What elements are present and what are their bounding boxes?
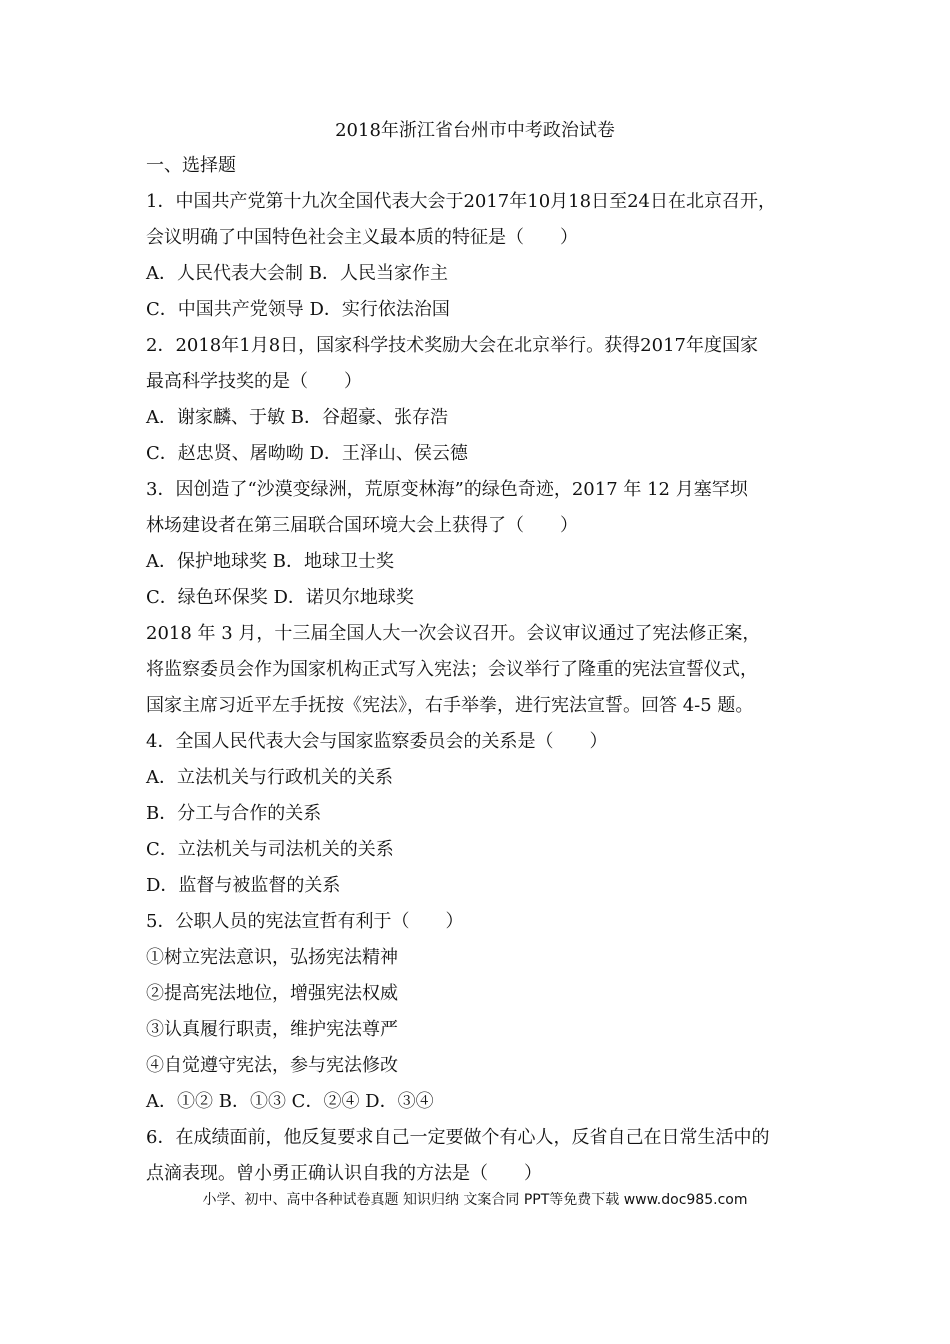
page-title: 2018年浙江省台州市中考政治试卷 (335, 120, 615, 141)
statement-line: ②提高宪法地位，增强宪法权威 (146, 983, 398, 1004)
option-line: C．中国共产党领导 D．实行依法治国 (146, 299, 450, 320)
question-line: 5．公职人员的宪法宣哲有利于（ ） (146, 911, 464, 932)
statement-line: ③认真履行职责，维护宪法尊严 (146, 1019, 398, 1040)
option-line: A．谢家麟、于敏 B．谷超豪、张存浩 (146, 407, 448, 428)
option-line: A．①② B．①③ C．②④ D．③④ (146, 1091, 434, 1112)
question-line: 2．2018年1月8日，国家科学技术奖励大会在北京举行。获得2017年度国家 (146, 335, 758, 356)
page-footer: 小学、初中、高中各种试卷真题 知识归纳 文案合同 PPT等免费下载 www.doc985.com (202, 1192, 748, 1208)
option-line: A．人民代表大会制 B．人民当家作主 (146, 263, 448, 284)
option-line: A．立法机关与行政机关的关系 (146, 767, 393, 788)
passage-line: 国家主席习近平左手抚按《宪法》，右手举拳，进行宪法宣誓。回答 4-5 题。 (146, 695, 754, 716)
question-line: 点滴表现。曾小勇正确认识自我的方法是（ ） (146, 1163, 542, 1184)
option-line: C．赵忠贤、屠呦呦 D．王泽山、侯云德 (146, 443, 468, 464)
statement-line: ①树立宪法意识，弘扬宪法精神 (146, 947, 398, 968)
question-line: 会议明确了中国特色社会主义最本质的特征是（ ） (146, 227, 578, 248)
statement-line: ④自觉遵守宪法，参与宪法修改 (146, 1055, 398, 1076)
option-line: C．绿色环保奖 D．诺贝尔地球奖 (146, 587, 414, 608)
option-line: D．监督与被监督的关系 (146, 875, 341, 896)
question-line: 1．中国共产党第十九次全国代表大会于2017年10月18日至24日在北京召开， (146, 191, 776, 212)
question-line: 4．全国人民代表大会与国家监察委员会的关系是（ ） (146, 731, 608, 752)
question-line: 林场建设者在第三届联合国环境大会上获得了（ ） (146, 515, 578, 536)
option-line: C．立法机关与司法机关的关系 (146, 839, 394, 860)
question-line: 最高科学技奖的是（ ） (146, 371, 362, 392)
passage-line: 2018 年 3 月，十三届全国人大一次会议召开。会议审议通过了宪法修正案， (146, 623, 761, 644)
question-line: 6．在成绩面前，他反复要求自己一定要做个有心人，反省自己在日常生活中的 (146, 1127, 770, 1148)
option-line: B．分工与合作的关系 (146, 803, 322, 824)
option-line: A．保护地球奖 B．地球卫士奖 (146, 551, 394, 572)
section-heading: 一、选择题 (146, 155, 236, 176)
question-line: 3．因创造了“沙漠变绿洲，荒原变林海”的绿色奇迹，2017 年 12 月塞罕坝 (146, 479, 748, 500)
passage-line: 将监察委员会作为国家机构正式写入宪法；会议举行了隆重的宪法宣誓仪式， (146, 659, 758, 680)
